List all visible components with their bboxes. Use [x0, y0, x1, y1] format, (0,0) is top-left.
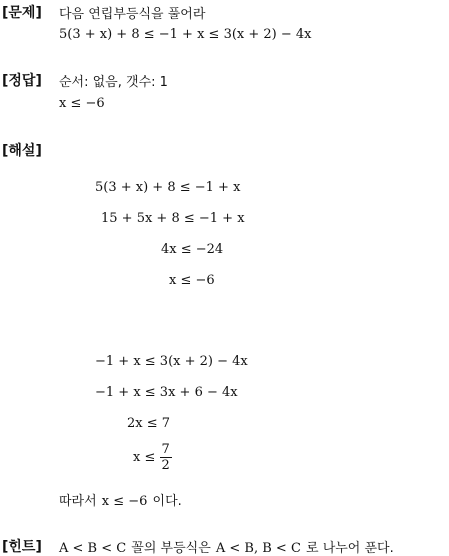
hint-text-2: 로 나누어 푼다. [306, 541, 394, 556]
hint-text [59, 537, 394, 556]
solution-step: 2x ≤ 7 [127, 416, 171, 431]
fraction-denominator: 2 [161, 458, 170, 473]
solution-final-step [133, 443, 172, 472]
conclusion-math: x ≤ −6 [101, 494, 148, 509]
solution-conclusion [59, 490, 182, 509]
solution-step: 4x ≤ −24 [161, 242, 224, 257]
final-lhs: x ≤ [133, 450, 156, 465]
solution-step: 15 + 5x + 8 ≤ −1 + x [101, 211, 245, 226]
hint-math-1: A < B < C [59, 541, 127, 556]
problem-label: [문제] [2, 5, 42, 21]
answer-result: x ≤ −6 [59, 96, 105, 111]
solution-step: −1 + x ≤ 3(x + 2) − 4x [95, 354, 248, 369]
solution-label: [해설] [2, 143, 42, 159]
conclusion-prefix: 따라서 [59, 494, 97, 509]
hint-math-2: A < B, B < C [215, 541, 301, 556]
answer-label: [정답] [2, 73, 42, 89]
problem-expression: 5(3 + x) + 8 ≤ −1 + x ≤ 3(x + 2) − 4x [59, 27, 312, 42]
hint-label: [힌트] [2, 539, 42, 555]
conclusion-suffix: 이다. [152, 494, 182, 509]
solution-step: 5(3 + x) + 8 ≤ −1 + x [95, 180, 241, 195]
fraction [160, 443, 172, 472]
hint-text-1: 꼴의 부등식은 [131, 541, 211, 556]
solution-step: x ≤ −6 [169, 273, 215, 288]
answer-summary: 순서: 없음, 갯수: 1 [59, 75, 168, 90]
solution-step: −1 + x ≤ 3x + 6 − 4x [95, 385, 238, 400]
fraction-numerator: 7 [161, 442, 170, 457]
problem-instruction: 다음 연립부등식을 풀어라 [59, 7, 206, 22]
